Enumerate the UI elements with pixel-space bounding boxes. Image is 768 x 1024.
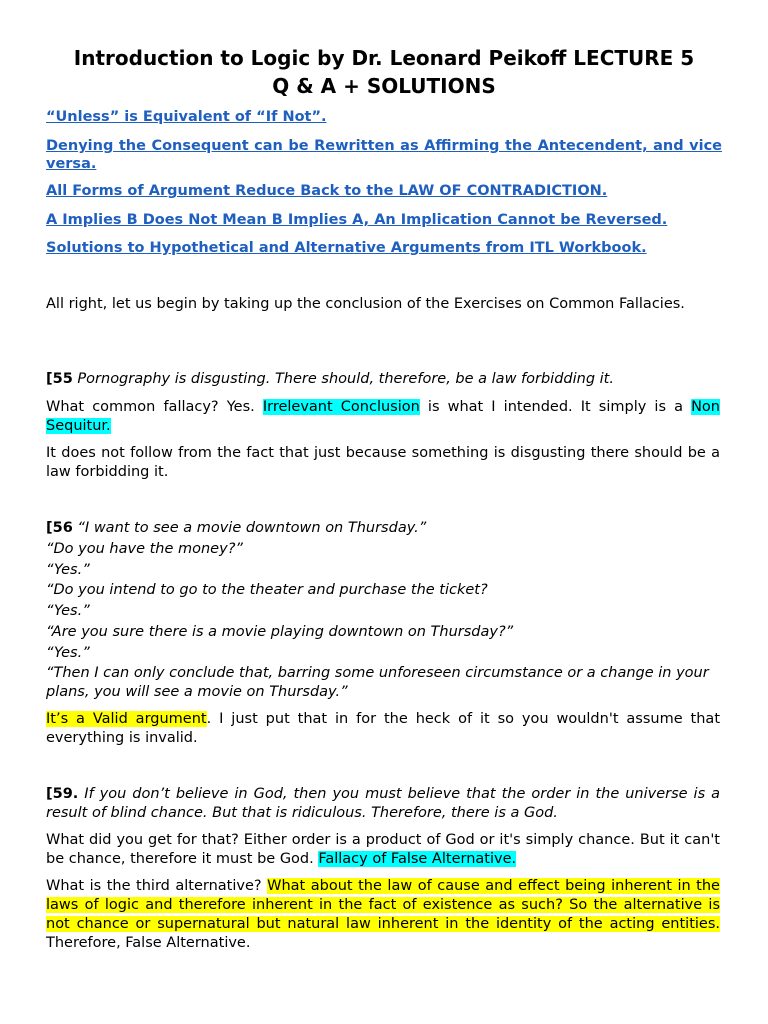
dialogue-line: “Yes.” bbox=[46, 561, 90, 578]
link-denying-consequent[interactable]: Denying the Consequent can be Rewritten as Affirming the Antecendent, and vice versa. bbox=[46, 138, 722, 172]
answer-text: . I just put that in for the heck of it so you wouldn't assume that everything is invalid. bbox=[46, 711, 720, 746]
exercise-59-question bbox=[46, 785, 720, 823]
highlight-false-alternative: Fallacy of False Alternative. bbox=[318, 851, 517, 867]
exercise-55-explanation: It does not follow from the fact that just because something is disgusting there should be a law forbidding it. bbox=[46, 445, 720, 480]
dialogue-line: “Yes.” bbox=[46, 603, 90, 620]
dialogue-line: “Then I can only conclude that, barring some unforeseen circumstance or a change in your plans, you will see a movie on Thursday.” bbox=[46, 664, 709, 700]
answer-text: What did you get for that? Either order is a product of God or it's simply chance. But it can't be chance, therefore it must be God. bbox=[46, 832, 720, 867]
exercise-55-number: [55 bbox=[46, 371, 73, 387]
exercise-55-question bbox=[46, 370, 720, 389]
link-implication[interactable]: A Implies B Does Not Mean B Implies A, An Implication Cannot be Reversed. bbox=[46, 212, 668, 228]
link-unless[interactable]: “Unless” is Equivalent of “If Not”. bbox=[46, 109, 327, 125]
link-solutions[interactable]: Solutions to Hypothetical and Alternative Arguments from ITL Workbook. bbox=[46, 240, 647, 256]
answer-text: What is the third alternative? bbox=[46, 878, 268, 894]
intro-paragraph: All right, let us begin by taking up the conclusion of the Exercises on Common Fallacies. bbox=[46, 296, 685, 312]
title-line-2: Q & A + SOLUTIONS bbox=[272, 74, 496, 98]
exercise-55-answer bbox=[46, 398, 720, 436]
title-line-1: Introduction to Logic by Dr. Leonard Peikoff LECTURE 5 bbox=[73, 46, 695, 70]
highlight-irrelevant-conclusion: Irrelevant Conclusion bbox=[262, 399, 420, 415]
dialogue-line: “Do you have the money?” bbox=[46, 540, 243, 557]
highlight-third-alternative: What about the law of cause and effect being inherent in the laws of logic and therefore inherent in the fact of existence as such? So the alternative is not chance or supernatural but natural law inherent in the identity of the acting entities. bbox=[46, 878, 720, 932]
exercise-59-answer bbox=[46, 831, 720, 869]
highlight-valid-argument: It’s a Valid argument bbox=[46, 711, 207, 727]
answer-text: What common fallacy? Yes. bbox=[46, 399, 263, 415]
exercise-59-text: If you don’t believe in God, then you must believe that the order in the universe is a result of blind chance. But that is ridiculous. Therefore, there is a God. bbox=[46, 786, 720, 821]
exercise-56-answer bbox=[46, 710, 720, 748]
answer-text: is what I intended. It simply is a bbox=[419, 399, 692, 415]
dialogue-line: “Are you sure there is a movie playing downtown on Thursday?” bbox=[46, 623, 514, 640]
highlight-non-sequitur: Non Sequitur. bbox=[46, 399, 720, 434]
dialogue-line: “Yes.” bbox=[46, 644, 90, 661]
exercise-59-number: [59. bbox=[46, 786, 79, 802]
dialogue-text: “I want to see a movie downtown on Thursday.” bbox=[72, 520, 427, 536]
link-law-of-contradiction[interactable]: All Forms of Argument Reduce Back to the LAW OF CONTRADICTION. bbox=[46, 183, 608, 199]
answer-text: Therefore, False Alternative. bbox=[46, 935, 251, 951]
exercise-56-number: [56 bbox=[46, 520, 73, 536]
dialogue-line: “Do you intend to go to the theater and purchase the ticket? bbox=[46, 582, 488, 599]
document-title bbox=[40, 44, 728, 100]
exercise-55-text: Pornography is disgusting. There should, therefore, be a law forbidding it. bbox=[72, 371, 614, 387]
dialogue-line bbox=[46, 518, 720, 539]
exercise-56-dialogue bbox=[46, 518, 720, 702]
exercise-59-third-alternative bbox=[46, 877, 720, 953]
